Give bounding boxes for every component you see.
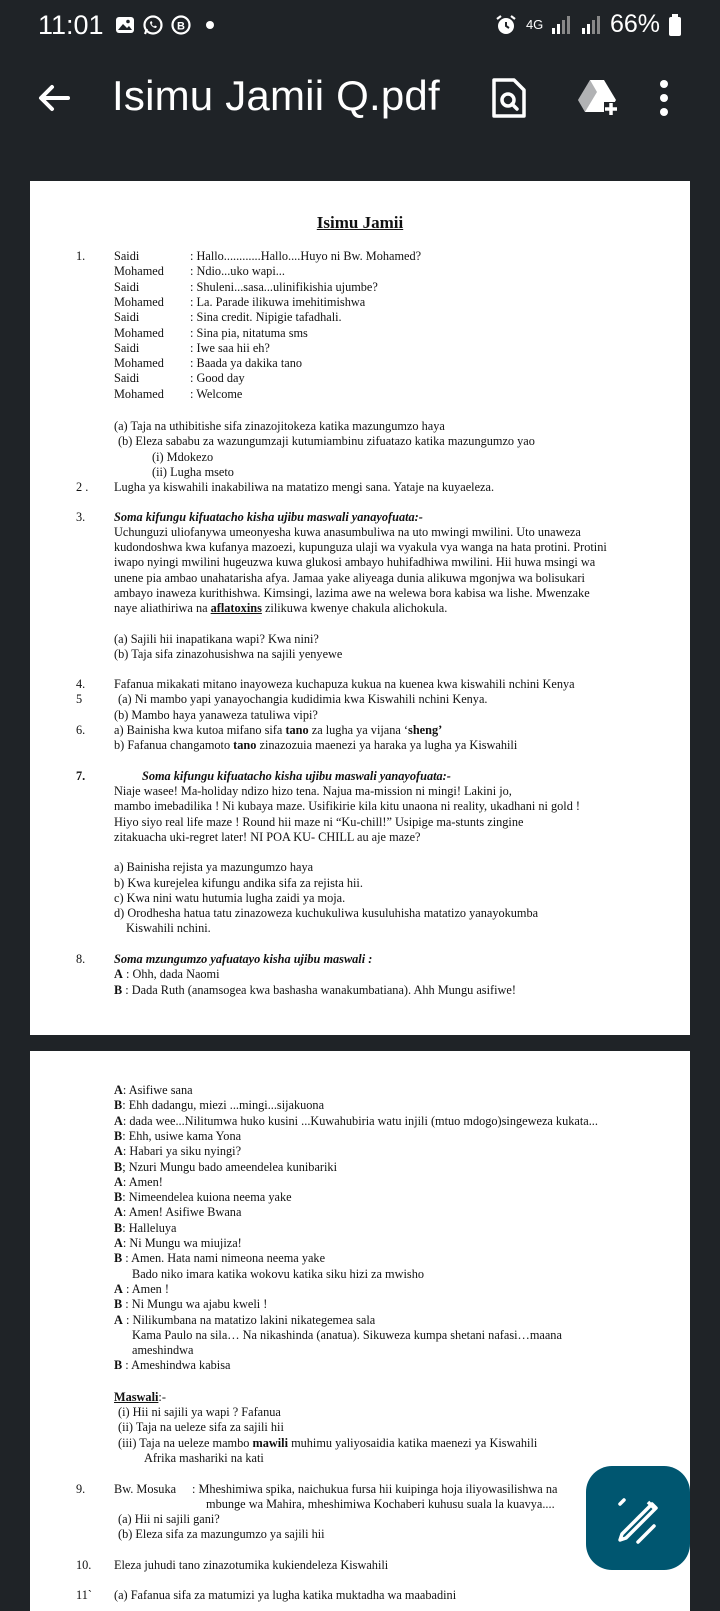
dialogue-line: [114, 1358, 230, 1373]
document-title: Isimu Jamii Q.pdf: [112, 72, 440, 119]
bold-word: sheng’: [408, 723, 443, 737]
more-notifications-dot: [206, 21, 214, 29]
dialogue-line: [114, 1190, 292, 1205]
battery-icon: [668, 13, 682, 37]
dialogue-line: : Good day: [190, 371, 245, 386]
more-options-icon[interactable]: [656, 76, 672, 120]
speaker-name: Mohamed: [114, 386, 164, 401]
status-bar: [0, 0, 720, 52]
speaker-label: B: [114, 1297, 123, 1312]
question-number: 9.: [76, 1482, 86, 1496]
dialogue-line: [114, 1129, 241, 1144]
speaker-label: A: [114, 1205, 123, 1220]
q3-last-line: [114, 601, 447, 616]
q7-part-b: b) Kwa kurejelea kifungu andika sifa za rejista hii.: [114, 876, 363, 890]
dialogue-line: : Hallo............Hallo....Huyo ni Bw. Mohamed?: [190, 249, 422, 263]
text-segment: zilikuwa kwenye chakula alichokula.: [261, 601, 448, 615]
dialogue-line: : Welcome: [190, 386, 243, 401]
signal-icon-2: [580, 14, 602, 36]
q3-heading: Soma kifungu kifuatacho kisha ujibu maswali yanayofuata:-: [114, 510, 423, 524]
speaker-label: A: [114, 1144, 123, 1159]
speaker-label: A: [114, 1236, 123, 1250]
dialogue-line: : Iwe saa hii eh?: [190, 340, 270, 355]
page-title: Isimu Jamii: [316, 213, 404, 232]
speaker-name: Saidi: [114, 371, 140, 386]
q9-text-cont: mbunge wa Mahira, mheshimiwa Kochaberi kuhusu suala la kuavya....: [206, 1497, 555, 1511]
whatsapp-icon: [142, 14, 164, 36]
q3-line: unene pia ambao unahatarisha afya. Jamaa yake aliyeaga dunia alikuwa mgonjwa wa bolisukari: [114, 571, 585, 585]
dialogue-line: : Sina pia, nitatuma sms: [190, 325, 308, 340]
dialogue-line: [132, 1267, 424, 1282]
network-type-label: 4G: [525, 16, 544, 32]
dialogue-line: [114, 1297, 267, 1312]
dialogue-line: : Shuleni...sasa...ulinifikishia ujumbe?: [190, 279, 378, 294]
text-segment: ; Nzuri Mungu bado ameendelea kunibariki: [122, 1159, 337, 1174]
speaker-name: Saidi: [114, 249, 140, 263]
speaker-name: Mohamed: [114, 325, 164, 340]
signal-icon: [550, 14, 572, 36]
pen-edit-icon: [586, 1466, 690, 1570]
battery-percent: 66%: [609, 10, 660, 38]
speaker-name: Mohamed: [114, 264, 164, 279]
search-document-icon[interactable]: [486, 76, 530, 120]
q8-question-iii: [118, 1436, 537, 1451]
aflatoxins-term: aflatoxins: [210, 601, 262, 615]
text-segment: muhimu yaliyosaidia katika maenezi ya Kiswahili: [288, 1436, 538, 1450]
q8-question-ii: (ii) Taja na ueleze sifa za sajili hii: [118, 1420, 284, 1434]
q3-line: Uchunguzi uliofanywa umeonyesha kuwa anasumbuliwa na uto mwingi mwilini. Uto unaweza: [114, 525, 581, 539]
q8-line: [114, 983, 516, 998]
question-number: 1.: [76, 249, 86, 263]
question-number: 7.: [76, 769, 86, 783]
business-icon: [170, 14, 192, 36]
q3-part-a: (a) Sajili hii inapatikana wapi? Kwa nini?: [114, 632, 319, 646]
dialogue-line: [132, 1343, 193, 1358]
speaker-label: B: [114, 1358, 123, 1373]
q9-part-b: (b) Eleza sifa za mazungumzo ya sajili hii: [118, 1527, 325, 1541]
q2-text: Lugha ya kiswahili inakabiliwa na matatizo mengi sana. Yataje na kuyaeleza.: [114, 480, 495, 494]
speaker-name: Saidi: [114, 340, 140, 355]
speaker-name: Mohamed: [114, 294, 164, 309]
gallery-icon: [114, 14, 136, 36]
q7-part-a: a) Bainisha rejista ya mazungumzo haya: [114, 860, 314, 874]
question-number: 2 .: [76, 480, 89, 494]
q7-part-d: d) Orodhesha hatua tatu zinazoweza kuchukuliwa kusuluhisha matatizo yanayokumba: [114, 906, 539, 920]
speaker-label: A: [114, 1113, 123, 1128]
q9-speaker: Bw. Mosuka: [114, 1482, 177, 1496]
q7-heading: Soma kifungu kifuatacho kisha ujibu maswali yanayofuata:-: [142, 769, 451, 783]
speaker-name: Saidi: [114, 310, 140, 325]
text-segment: zinazozuia maenezi ya haraka ya lugha ya Kiswahili: [256, 738, 518, 752]
pdf-page-1[interactable]: [30, 181, 690, 1035]
speaker-label: B: [114, 1128, 123, 1143]
text-segment: :-: [158, 1390, 166, 1404]
q8-question-i: (i) Hii ni sajili ya wapi ? Fafanua: [118, 1405, 281, 1419]
dialogue-line: [114, 1098, 324, 1113]
text-segment: : Ehh dadangu, miezi ...mingi...sijakuona: [122, 1098, 325, 1113]
text-segment: ameshindwa: [132, 1343, 194, 1358]
speaker-name: Saidi: [114, 279, 140, 294]
q3-line: kudondoshwa kwa kufanya mazoezi, kupunguza ulaji wa vyakula vya wanga na hata protini. Protini: [114, 540, 607, 554]
dialogue-line: : La. Parade ilikuwa imehitimishwa: [190, 294, 366, 309]
text-segment: Kama Paulo na sila… Na nikashinda (anatua). Sikuweza kumpa shetani nafasi…maana: [132, 1327, 562, 1342]
q7-line: mambo imebadilika ! Ni kubaya maze. Usifikirie kila kitu unaona ni reality, ukadhani ni gold !: [114, 799, 581, 813]
text-segment: za lugha ya vijana ‘: [308, 723, 409, 737]
text-segment: : dada wee...Nilitumwa huko kusini ...Kuwahubiria watu injili (mtuo mdogo)singeweza kukata...: [122, 1113, 598, 1128]
q8-heading: Soma mzungumzo yafuatayo kisha ujibu maswali :: [114, 952, 373, 966]
text-segment: : Nilikumbana na matatizo lakini nikategemea sala: [122, 1312, 376, 1327]
q1-part-a: (a) Taja na uthibitishe sifa zinazojitokeza katika mazungumzo haya: [114, 419, 445, 433]
q8-question-iii-cont: Afrika mashariki na kati: [144, 1451, 264, 1465]
q3-line: ambayo inaweza kurithishwa. Kimsingi, lazima awe na welewa bora kabisa wa lishe. Mwenzake: [114, 586, 590, 600]
text-segment: : Ni Mungu wa ajabu kweli !: [122, 1297, 268, 1312]
dialogue-line: [114, 1282, 169, 1297]
q3-part-b: (b) Taja sifa zinazohusishwa na sajili yenyewe: [114, 647, 343, 661]
speaker-label: B: [114, 1098, 123, 1113]
dialogue-line: [114, 1236, 242, 1251]
dialogue-line: [114, 1205, 241, 1220]
dialogue-line: [114, 1083, 193, 1098]
dialogue-line: : Sina credit. Nipigie tafadhali.: [190, 310, 342, 325]
speaker-label: B: [114, 1220, 123, 1235]
text-segment: (iii) Taja na ueleze mambo: [118, 1436, 253, 1450]
question-number: 10.: [76, 1558, 92, 1572]
text-segment: : Amen !: [122, 1281, 169, 1296]
q9-part-a: (a) Hii ni sajili gani?: [118, 1512, 220, 1526]
speaker-label: A: [114, 1083, 123, 1097]
dialogue-line: : Baada ya dakika tano: [190, 356, 302, 371]
speaker-label: A: [114, 967, 123, 981]
bold-word: tano: [233, 738, 257, 752]
dialogue-line: [114, 1221, 177, 1236]
speaker-label: B: [114, 1190, 123, 1205]
text-segment: : Ameshindwa kabisa: [122, 1358, 231, 1373]
text-segment: : Dada Ruth (anamsogea kwa bashasha wanakumbatiana). Ahh Mungu asifiwe!: [122, 983, 516, 997]
question-number: 8.: [76, 952, 86, 966]
q10-text: Eleza juhudi tano zinazotumika kukiendeleza Kiswahili: [114, 1558, 389, 1572]
notification-icons: [114, 14, 214, 36]
edit-fab-button[interactable]: [586, 1466, 690, 1570]
dialogue-line: [114, 1144, 241, 1159]
q6-part-a: [114, 723, 442, 738]
dialogue-line: [114, 1114, 598, 1129]
maswali-heading: [114, 1390, 166, 1405]
q5-part-a: (a) Ni mambo yapi yanayochangia kudidimia kwa Kiswahili nchini Kenya.: [118, 692, 488, 706]
q7-line: zitakuacha uki-regret later! NI POA KU- CHILL au aje maze?: [114, 830, 421, 844]
question-number: 3.: [76, 510, 86, 524]
text-segment: : Amen. Hata nami nimeona neema yake: [122, 1251, 326, 1266]
q1-item-ii: (ii) Lugha mseto: [152, 465, 234, 479]
speaker-name: Mohamed: [114, 356, 164, 371]
speaker-label: A: [114, 1312, 123, 1327]
speaker-label: B: [114, 1251, 123, 1266]
maswali-title: Maswali: [114, 1390, 159, 1404]
q7-line: Hiyo siyo real life maze ! Round hii maze ni “Ku-chill!” Usipige ma-stunts zingine: [114, 815, 524, 829]
add-to-drive-icon[interactable]: [576, 76, 620, 120]
q8-line: [114, 967, 220, 982]
app-bar: [0, 52, 720, 152]
text-segment: naye aliathiriwa na: [114, 601, 211, 615]
text-segment: : Asifiwe sana: [122, 1083, 193, 1097]
q7-part-d-cont: Kiswahili nchini.: [126, 921, 211, 935]
question-number: 5: [76, 692, 83, 706]
q7-line: Niaje wasee! Ma-holiday ndizo hizo tena. Najua ma-mission ni mingi! Lakini jo,: [114, 784, 512, 798]
text-segment: : Nimeendelea kuiona neema yake: [122, 1190, 292, 1205]
q6-part-b: [114, 738, 517, 753]
bold-word: tano: [285, 723, 309, 737]
question-number: 4.: [76, 677, 86, 691]
dialogue-line: [114, 1251, 325, 1266]
q5-part-b: (b) Mambo haya yanaweza tatuliwa vipi?: [114, 708, 318, 722]
dialogue-line: [114, 1175, 163, 1190]
status-time: 11:01: [38, 10, 104, 40]
text-segment: : Ehh, usiwe kama Yona: [122, 1128, 242, 1143]
alarm-icon: [494, 13, 518, 37]
text-segment: a) Bainisha kwa kutoa mifano sifa: [114, 723, 286, 737]
text-segment: Bado niko imara katika wokovu katika siku hizi za mwisho: [132, 1266, 424, 1281]
speaker-label: A: [114, 1174, 123, 1189]
dialogue-line: : Ndio...uko wapi...: [190, 264, 285, 279]
text-segment: : Ohh, dada Naomi: [122, 967, 220, 981]
dialogue-line: [132, 1328, 562, 1343]
text-segment: b) Fafanua changamoto: [114, 738, 234, 752]
q7-part-c: c) Kwa nini watu hutumia lugha zaidi ya moja.: [114, 891, 346, 905]
status-right: [494, 10, 682, 39]
dialogue-line: [114, 1160, 337, 1175]
speaker-label: A: [114, 1281, 123, 1296]
speaker-label: B: [114, 1159, 123, 1174]
q3-line: iwapo nyingi mwilini hugeuzwa kuwa glukosi ambayo huhifadhiwa mwilini. Hii huwa msingi wa: [114, 555, 596, 569]
q11-text: (a) Fafanua sifa za matumizi ya lugha katika muktadha wa maabadini: [114, 1588, 457, 1602]
q9-text: : Mheshimiwa spika, naichukua fursa hii kuipinga hoja iliyowasilishwa na: [192, 1482, 558, 1496]
text-segment: : Ni Mungu wa miujiza!: [122, 1236, 242, 1250]
speaker-label: B: [114, 983, 123, 997]
text-segment: : Halleluya: [122, 1220, 177, 1235]
text-segment: : Amen!: [122, 1174, 163, 1189]
back-arrow-icon[interactable]: [34, 78, 74, 118]
question-number: 11`: [76, 1588, 92, 1602]
bold-word: mawili: [252, 1436, 288, 1450]
text-segment: : Amen! Asifiwe Bwana: [122, 1205, 242, 1220]
text-segment: : Habari ya siku nyingi?: [122, 1144, 242, 1159]
q4-text: Fafanua mikakati mitano inayoweza kuchapuza kukua na kuenea kwa kiswahili nchini Kenya: [114, 677, 575, 691]
svg-text:B: B: [177, 20, 185, 33]
q1-item-i: (i) Mdokezo: [152, 450, 214, 464]
dialogue-line: [114, 1313, 375, 1328]
question-number: 6.: [76, 723, 86, 737]
q1-part-b: (b) Eleza sababu za wazungumzaji kutumiambinu zifuatazo katika mazungumzo yao: [118, 434, 535, 448]
